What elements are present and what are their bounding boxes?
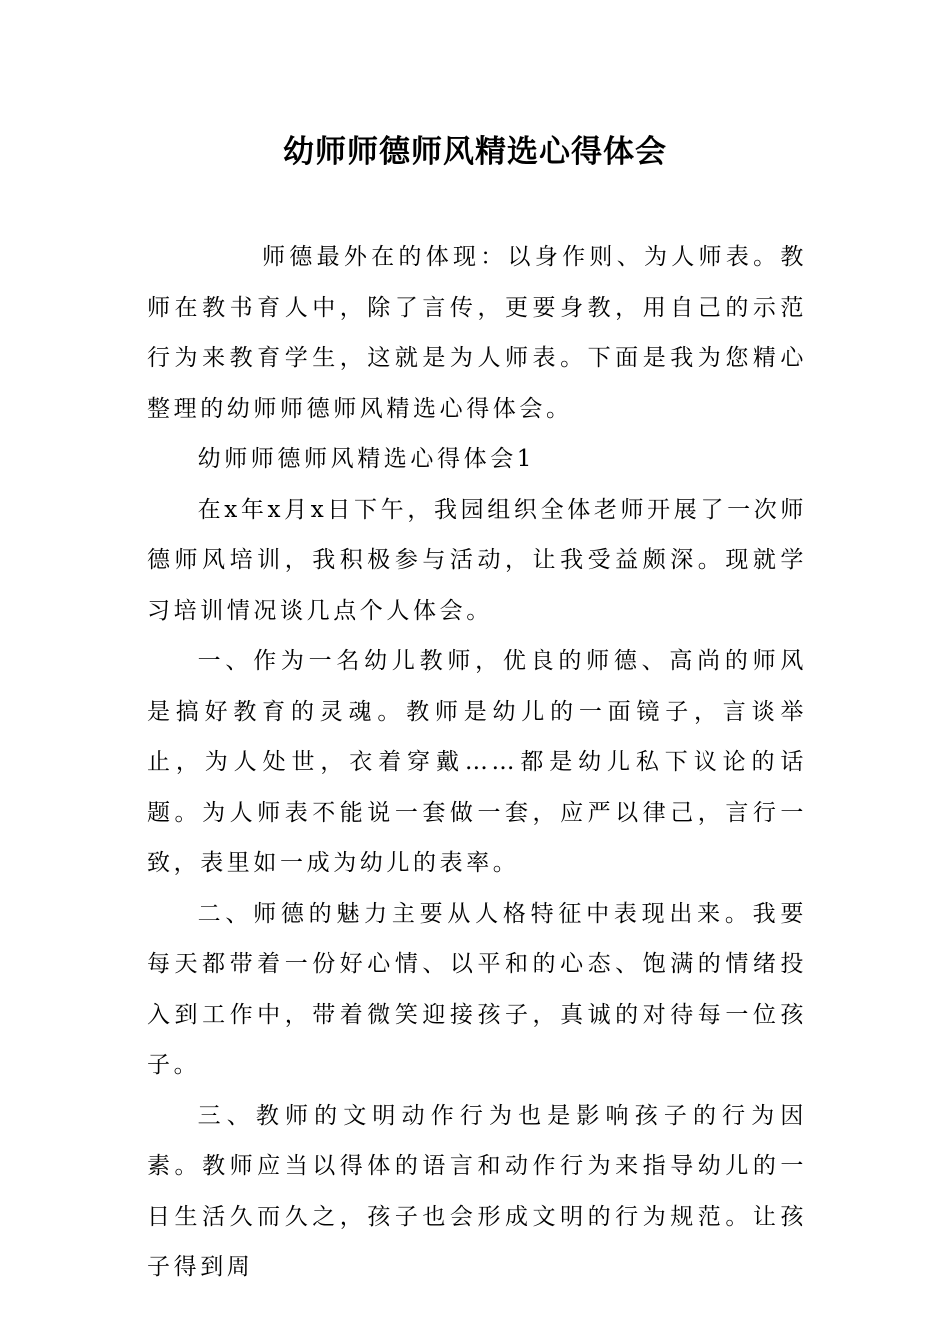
body-paragraph: 三、教师的文明动作行为也是影响孩子的行为因素。教师应当以得体的语言和动作行为来指导幼儿的一日生活久而久之，孩子也会形成文明的行为规范。让孩子得到周 <box>147 1102 807 1280</box>
body-paragraph: 在x年x月x日下午，我园组织全体老师开展了一次师德师风培训，我积极参与活动，让我受益颇深。现就学习培训情况谈几点个人体会。 <box>147 496 807 624</box>
document-title: 幼师师德师风精选心得体会 <box>283 134 667 170</box>
document-body <box>147 232 807 1293</box>
body-paragraph: 二、师德的魅力主要从人格特征中表现出来。我要每天都带着一份好心情、以平和的心态、饱满的情绪投入到工作中，带着微笑迎接孩子，真诚的对待每一位孩子。 <box>147 900 807 1078</box>
intro-paragraph: 师德最外在的体现：以身作则、为人师表。教师在教书育人中，除了言传，更要身教，用自己的示范行为来教育学生，这就是为人师表。下面是我为您精心整理的幼师师德师风精选心得体会。 <box>147 244 807 422</box>
section-heading: 幼师师德师风精选心得体会1 <box>197 446 536 472</box>
body-paragraph: 一、作为一名幼儿教师，优良的师德、高尚的师风是搞好教育的灵魂。教师是幼儿的一面镜子，言谈举止，为人处世，衣着穿戴……都是幼儿私下议论的话题。为人师表不能说一套做一套，应严以律己，言行一致，表里如一成为幼儿的表率。 <box>147 648 807 876</box>
